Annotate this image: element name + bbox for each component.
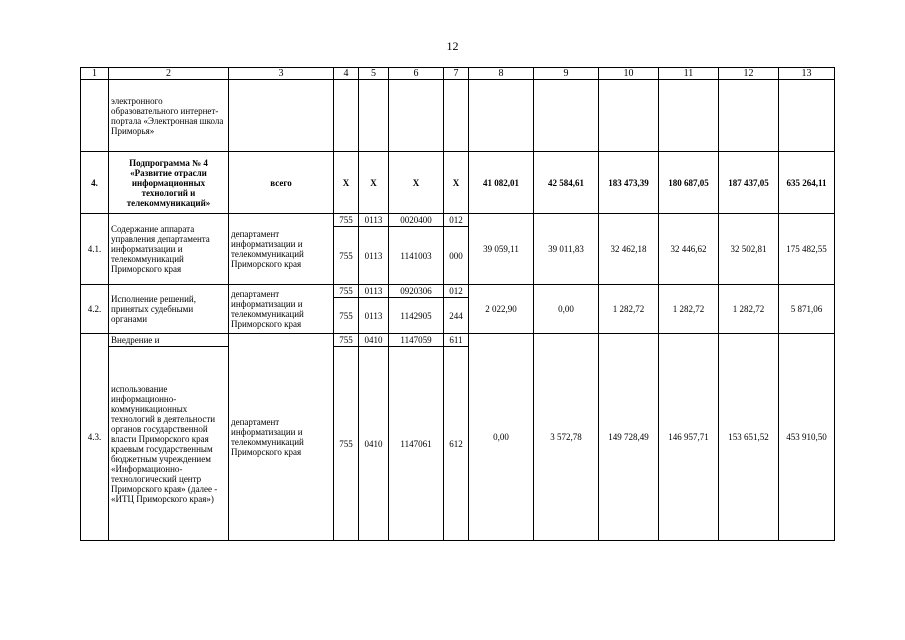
- row-number: 4.2.: [81, 285, 109, 334]
- amount: 39 011,83: [534, 214, 599, 285]
- amount: 187 437,05: [719, 152, 779, 214]
- code-rzpr: 0113: [359, 285, 389, 298]
- code-grbs: Х: [334, 152, 359, 214]
- program-budget-table: [80, 67, 835, 541]
- code-csr: 1147061: [389, 347, 444, 541]
- code-grbs: 755: [334, 334, 359, 347]
- code-rzpr: 0113: [359, 298, 389, 334]
- amount: 0,00: [534, 285, 599, 334]
- column-number: 4: [334, 68, 359, 80]
- amount: 153 651,52: [719, 334, 779, 541]
- row-executor: департамент информатизации и телекоммуникаций Приморского края: [229, 285, 334, 334]
- code-rzpr: 0410: [359, 334, 389, 347]
- column-number: 3: [229, 68, 334, 80]
- continuation-row: [81, 80, 835, 152]
- amount: 41 082,01: [469, 152, 534, 214]
- row-executor: департамент информатизации и телекоммуникаций Приморского края: [229, 214, 334, 285]
- row-name: Подпрограмма № 4 «Развитие отрасли информационных технологий и телекоммуникаций»: [109, 152, 229, 214]
- column-number: 5: [359, 68, 389, 80]
- amount: 3 572,78: [534, 334, 599, 541]
- column-number: 7: [444, 68, 469, 80]
- amount: 149 728,49: [599, 334, 659, 541]
- column-number-row: [81, 68, 835, 80]
- code-csr: Х: [389, 152, 444, 214]
- page-number: 12: [446, 39, 459, 53]
- column-number: 8: [469, 68, 534, 80]
- column-number: 12: [719, 68, 779, 80]
- row-number: 4.1.: [81, 214, 109, 285]
- column-number: 11: [659, 68, 719, 80]
- amount: 1 282,72: [599, 285, 659, 334]
- column-number: 9: [534, 68, 599, 80]
- row-name-first-line: Внедрение и: [109, 334, 229, 347]
- code-csr: 1141003: [389, 227, 444, 285]
- code-rzpr: 0410: [359, 347, 389, 541]
- amount-total: 635 264,11: [779, 152, 835, 214]
- code-csr: 1147059: [389, 334, 444, 347]
- code-vr: 612: [444, 347, 469, 541]
- code-vr: 012: [444, 285, 469, 298]
- column-number: 6: [389, 68, 444, 80]
- code-vr: 611: [444, 334, 469, 347]
- table-row: [81, 214, 835, 227]
- amount: 2 022,90: [469, 285, 534, 334]
- code-grbs: 755: [334, 347, 359, 541]
- amount: 146 957,71: [659, 334, 719, 541]
- amount: 32 446,62: [659, 214, 719, 285]
- code-vr: 244: [444, 298, 469, 334]
- row-number: 4.: [81, 152, 109, 214]
- code-csr: 0920306: [389, 285, 444, 298]
- code-grbs: 755: [334, 214, 359, 227]
- amount-total: 175 482,55: [779, 214, 835, 285]
- amount: 1 282,72: [659, 285, 719, 334]
- amount: 1 282,72: [719, 285, 779, 334]
- column-number: 2: [109, 68, 229, 80]
- code-grbs: 755: [334, 298, 359, 334]
- amount: 32 502,81: [719, 214, 779, 285]
- amount: 39 059,11: [469, 214, 534, 285]
- subprogram-row: [81, 152, 835, 214]
- amount: 0,00: [469, 334, 534, 541]
- table-row: [81, 285, 835, 298]
- code-vr: Х: [444, 152, 469, 214]
- row-name: использование информационно-коммуникационных технологий в деятельности органов государственной власти Приморского края краевым государственным бюджетным учреждением «Информационно-технологический центр Приморского края» (далее - «ИТЦ Приморского края»): [109, 347, 229, 541]
- code-vr: 012: [444, 214, 469, 227]
- row-executor: всего: [229, 152, 334, 214]
- row-executor: департамент информатизации и телекоммуникаций Приморского края: [229, 334, 334, 541]
- continuation-name: электронного образовательного интернет-портала «Электронная школа Приморья»: [109, 80, 229, 152]
- column-number: 10: [599, 68, 659, 80]
- amount: 183 473,39: [599, 152, 659, 214]
- amount-total: 5 871,06: [779, 285, 835, 334]
- code-csr: 0020400: [389, 214, 444, 227]
- amount: 42 584,61: [534, 152, 599, 214]
- table-row: [81, 334, 835, 347]
- code-csr: 1142905: [389, 298, 444, 334]
- column-number: 13: [779, 68, 835, 80]
- code-vr: 000: [444, 227, 469, 285]
- row-name: Исполнение решений, принятых судебными органами: [109, 285, 229, 334]
- row-number: 4.3.: [81, 334, 109, 541]
- row-name: Содержание аппарата управления департамента информатизации и телекоммуникаций Приморского края: [109, 214, 229, 285]
- code-rzpr: Х: [359, 152, 389, 214]
- code-rzpr: 0113: [359, 227, 389, 285]
- amount-total: 453 910,50: [779, 334, 835, 541]
- column-number: 1: [81, 68, 109, 80]
- code-grbs: 755: [334, 227, 359, 285]
- code-rzpr: 0113: [359, 214, 389, 227]
- code-grbs: 755: [334, 285, 359, 298]
- amount: 32 462,18: [599, 214, 659, 285]
- amount: 180 687,05: [659, 152, 719, 214]
